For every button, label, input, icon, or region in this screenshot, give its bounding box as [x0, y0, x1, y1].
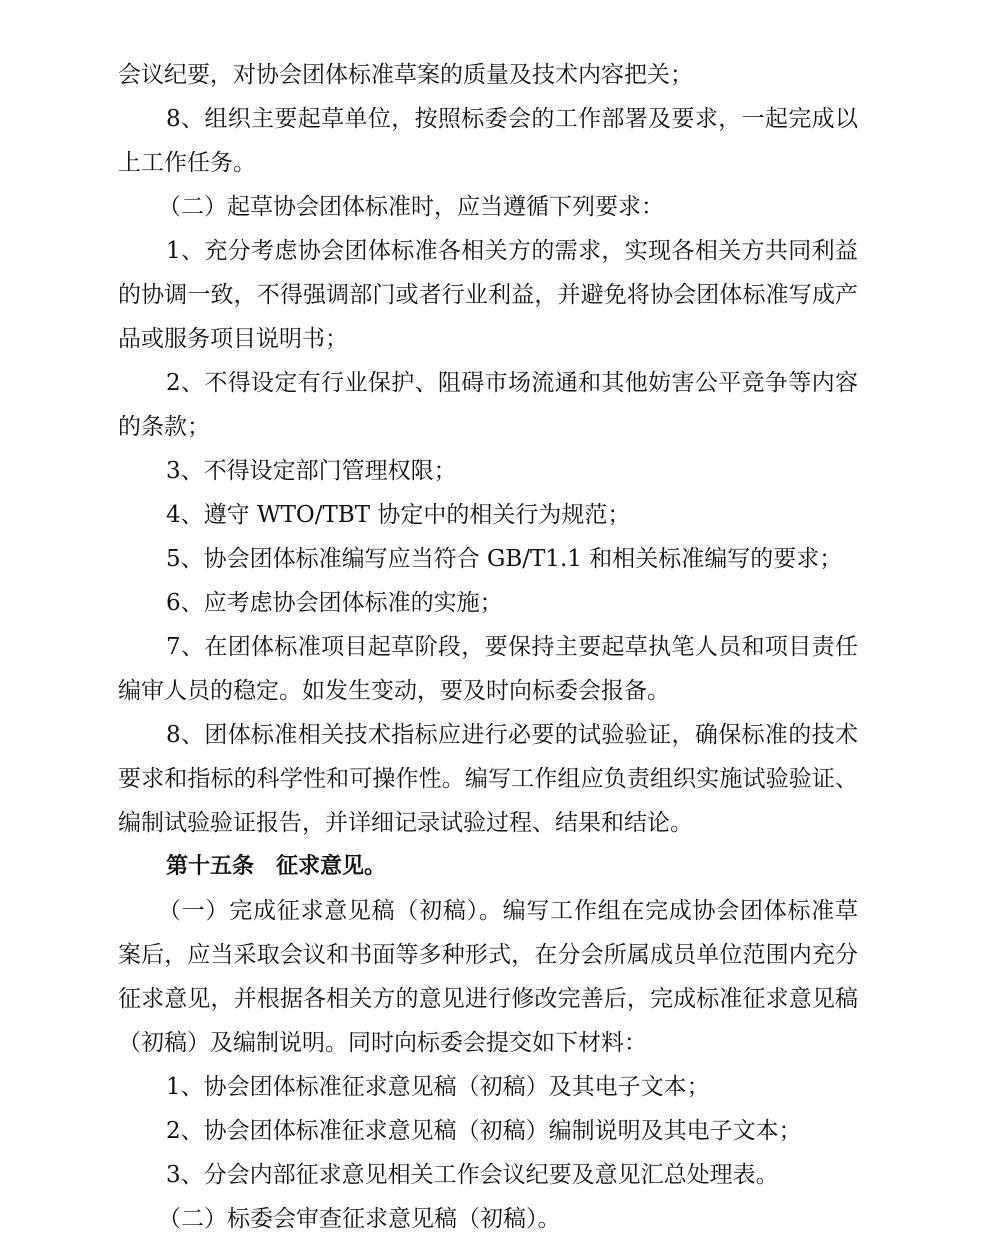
document-page	[118, 53, 858, 1241]
paragraph-requirement-7: 7、在团体标准项目起草阶段，要保持主要起草执笔人员和项目责任编审人员的稳定。如发生变动，要及时向标委会报备。	[118, 634, 858, 704]
article-heading: 第十五条 征求意见。	[166, 854, 387, 879]
paragraph-requirement-1: 1、充分考虑协会团体标准各相关方的需求，实现各相关方共同利益的协调一致，不得强调部门或者行业利益，并避免将协会团体标准写成产品或服务项目说明书；	[118, 238, 858, 352]
paragraph-requirement-3: 3、不得设定部门管理权限；	[166, 458, 457, 484]
paragraph-requirement-4: 4、遵守 WTO/TBT 协定中的相关行为规范；	[166, 502, 631, 528]
paragraph-section-2: （二）起草协会团体标准时，应当遵循下列要求：	[158, 194, 664, 220]
paragraph-section-2-review: （二）标委会审查征求意见稿（初稿）。	[158, 1206, 561, 1232]
paragraph-material-2: 2、协会团体标准征求意见稿（初稿）编制说明及其电子文本；	[166, 1118, 802, 1144]
paragraph-requirement-6: 6、应考虑协会团体标准的实施；	[166, 590, 503, 616]
paragraph-requirement-2: 2、不得设定有行业保护、阻碍市场流通和其他妨害公平竞争等内容的条款；	[118, 370, 858, 440]
paragraph-requirement-8: 8、团体标准相关技术指标应进行必要的试验验证，确保标准的技术要求和指标的科学性和可操作性。编写工作组应负责组织实施试验验证、编制试验验证报告，并详细记录试验过程、结果和结论。	[118, 722, 858, 836]
paragraph-requirement-5: 5、协会团体标准编写应当符合 GB/T1.1 和相关标准编写的要求；	[166, 546, 843, 572]
paragraph-continuation: 会议纪要，对协会团体标准草案的质量及技术内容把关；	[118, 62, 693, 88]
paragraph-section-1: （一）完成征求意见稿（初稿）。编写工作组在完成协会团体标准草案后，应当采取会议和书面等多种形式，在分会所属成员单位范围内充分征求意见，并根据各相关方的意见进行修改完善后，完成标准征求意见稿（初稿）及编制说明。同时向标委会提交如下材料：	[118, 898, 858, 1056]
paragraph-material-3: 3、分会内部征求意见相关工作会议纪要及意见汇总处理表。	[166, 1162, 779, 1188]
paragraph-item-8: 8、组织主要起草单位，按照标委会的工作部署及要求，一起完成以上工作任务。	[118, 106, 858, 176]
paragraph-material-1: 1、协会团体标准征求意见稿（初稿）及其电子文本；	[166, 1074, 710, 1100]
